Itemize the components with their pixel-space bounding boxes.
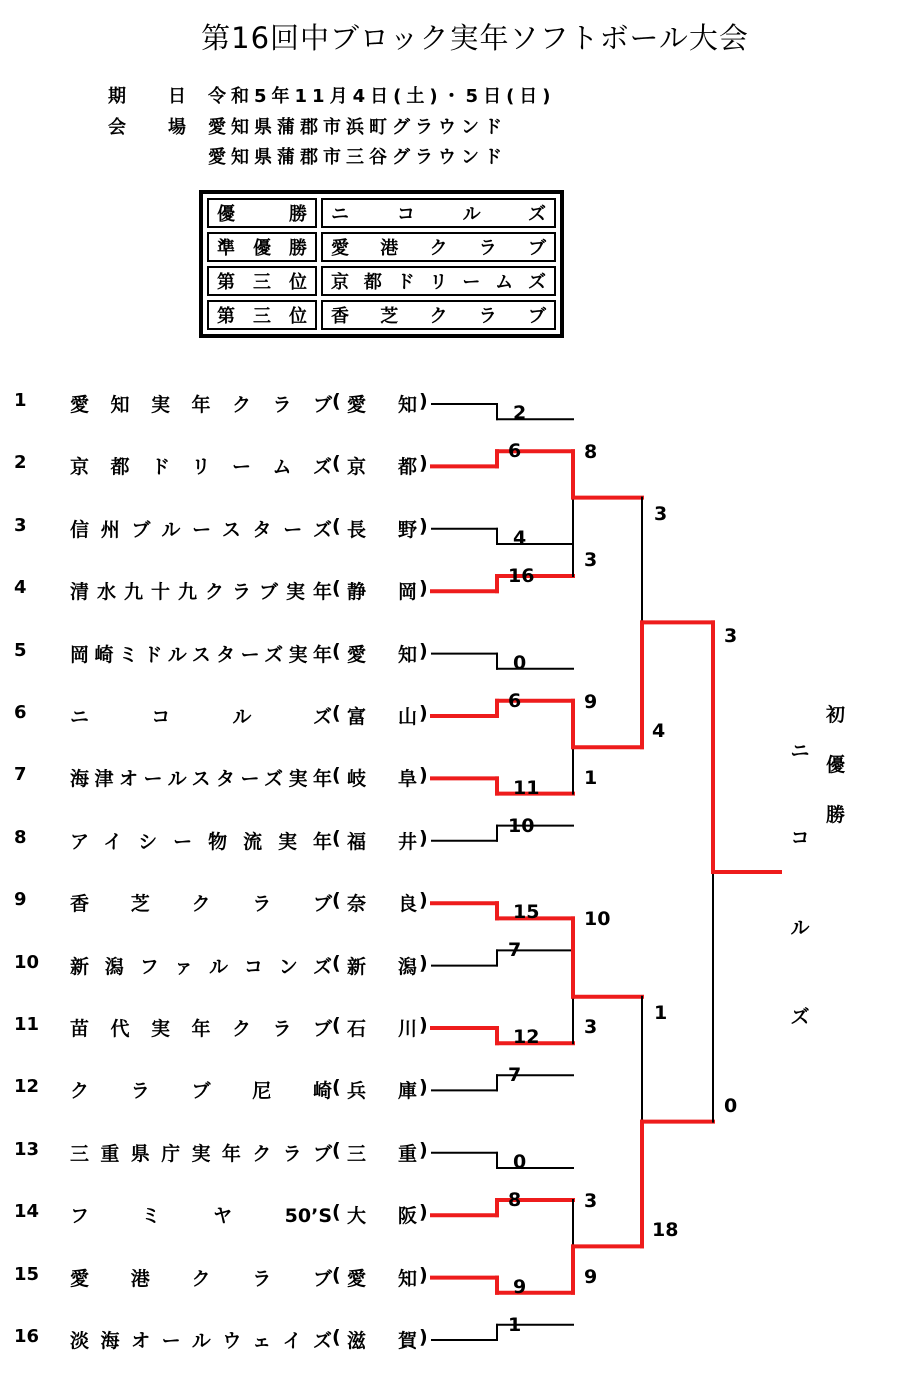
close-paren: )	[419, 826, 428, 849]
team-name: 淡海オールウェイズ	[70, 1330, 332, 1352]
team-prefecture: 愛知	[347, 643, 417, 666]
score: 3	[584, 1190, 598, 1212]
team-name: ニコルズ	[70, 706, 332, 728]
close-paren: )	[419, 1076, 428, 1099]
close-paren: )	[419, 1201, 428, 1224]
date-value: 令和5年11月4日(土)・5日(日)	[208, 86, 556, 107]
score: 3	[724, 625, 738, 648]
close-paren: )	[419, 577, 428, 600]
team-name: 苗代実年クラブ	[70, 1018, 332, 1040]
score: 12	[513, 1026, 540, 1049]
team-number: 8	[14, 826, 27, 848]
team-prefecture: 長野	[347, 518, 417, 541]
score: 0	[513, 651, 527, 674]
score: 18	[652, 1219, 679, 1242]
venue-2: 愛知県蒲郡市三谷グラウンド	[208, 147, 507, 168]
team-prefecture: 岐阜	[347, 768, 417, 791]
score: 15	[513, 901, 540, 924]
date-label-2: 日	[168, 86, 186, 107]
team-name: 海津オールスターズ実年	[70, 768, 332, 791]
open-paren: (	[332, 1263, 341, 1286]
team-number: 16	[14, 1326, 40, 1347]
result-rank: 優勝	[207, 198, 317, 228]
close-paren: )	[419, 702, 428, 724]
score: 10	[584, 908, 611, 931]
score: 7	[508, 939, 522, 962]
team-name: 清水九十九クラブ実年	[70, 581, 332, 604]
score: 9	[513, 1275, 527, 1298]
team-name: 香芝クラブ	[70, 893, 332, 916]
team-name: フミヤ50’S	[70, 1205, 332, 1228]
score: 6	[508, 440, 522, 463]
team-prefecture: 兵庫	[347, 1080, 417, 1103]
team-prefecture: 愛知	[347, 1267, 417, 1290]
score: 1	[654, 1001, 668, 1024]
open-paren: (	[332, 390, 341, 412]
score: 1	[508, 1313, 522, 1336]
open-paren: (	[332, 1138, 341, 1161]
open-paren: (	[332, 639, 341, 662]
champion-name-char: ニ	[790, 740, 810, 762]
team-number: 6	[14, 702, 27, 723]
close-paren: )	[419, 889, 428, 912]
open-paren: (	[332, 702, 341, 724]
result-team: 愛港クラブ	[321, 232, 556, 262]
score: 0	[724, 1094, 738, 1117]
team-prefecture: 新潟	[347, 955, 417, 978]
open-paren: (	[332, 1201, 341, 1224]
open-paren: (	[332, 826, 341, 849]
result-team: 京都ドリームズ	[321, 266, 556, 296]
open-paren: (	[332, 764, 341, 787]
team-number: 13	[14, 1138, 40, 1160]
score: 3	[654, 502, 668, 525]
close-paren: )	[419, 1326, 428, 1348]
score: 11	[513, 776, 540, 799]
champion-name-char: ズ	[790, 1006, 810, 1028]
team-name: 信州ブルースターズ	[70, 518, 332, 541]
open-paren: (	[332, 452, 341, 475]
score: 10	[508, 814, 535, 837]
team-number: 14	[14, 1201, 40, 1223]
open-paren: (	[332, 889, 341, 912]
team-prefecture: 愛知	[347, 394, 417, 416]
champion-name-char: ル	[790, 917, 810, 939]
score: 2	[513, 402, 527, 425]
team-prefecture: 奈良	[347, 893, 417, 916]
result-rank: 第三位	[207, 266, 317, 296]
score: 3	[584, 549, 598, 571]
champion-label-char: 勝	[826, 804, 846, 826]
team-name: クラブ尼崎	[70, 1080, 332, 1103]
team-number: 12	[14, 1076, 40, 1098]
team-prefecture: 大阪	[347, 1205, 417, 1228]
team-prefecture: 京都	[347, 456, 417, 479]
score: 8	[584, 441, 598, 464]
score: 0	[513, 1151, 527, 1173]
team-number: 5	[14, 639, 27, 661]
page-title: 第16回中ブロック実年ソフトボール大会	[201, 21, 749, 55]
close-paren: )	[419, 390, 428, 412]
venue-label-2: 場	[168, 117, 186, 138]
champion-label	[826, 700, 850, 850]
team-name: 新潟ファルコンズ	[70, 955, 332, 978]
team-name: 愛港クラブ	[70, 1267, 332, 1290]
team-number: 3	[14, 514, 27, 536]
score: 8	[508, 1189, 522, 1211]
result-rank: 準優勝	[207, 232, 317, 262]
team-prefecture: 静岡	[347, 581, 417, 604]
score: 6	[508, 689, 522, 712]
team-number: 10	[14, 951, 40, 973]
open-paren: (	[332, 1076, 341, 1099]
team-number: 2	[14, 452, 27, 474]
champion-label-char: 初	[826, 704, 846, 726]
team-number: 1	[14, 390, 27, 411]
result-rank: 第三位	[207, 300, 317, 330]
close-paren: )	[419, 452, 428, 475]
team-number: 15	[14, 1263, 40, 1285]
score: 3	[584, 1016, 598, 1039]
result-team: 香芝クラブ	[321, 300, 556, 330]
close-paren: )	[419, 1263, 428, 1286]
score: 16	[508, 565, 535, 587]
champion-name-char: コ	[790, 827, 810, 849]
venue-label-1: 会	[108, 117, 126, 138]
team-name: 京都ドリームズ	[70, 456, 332, 479]
open-paren: (	[332, 951, 341, 974]
team-prefecture: 滋賀	[347, 1330, 417, 1352]
score: 4	[652, 720, 666, 743]
venue-1: 愛知県蒲郡市浜町グラウンド	[208, 117, 507, 138]
team-name: 愛知実年クラブ	[70, 394, 332, 416]
team-name: 三重県庁実年クラブ	[70, 1142, 332, 1165]
team-number: 9	[14, 889, 27, 911]
champion-label-char: 優	[826, 754, 846, 776]
team-number: 11	[14, 1014, 40, 1035]
team-prefecture: 三重	[347, 1142, 417, 1165]
team-prefecture: 富山	[347, 706, 417, 728]
score: 1	[584, 766, 598, 789]
team-prefecture: 福井	[347, 830, 417, 853]
close-paren: )	[419, 1014, 428, 1036]
open-paren: (	[332, 1326, 341, 1348]
close-paren: )	[419, 514, 428, 537]
team-name: 岡崎ミドルスターズ実年	[70, 643, 332, 666]
close-paren: )	[419, 764, 428, 787]
score: 4	[513, 527, 527, 549]
score: 7	[508, 1064, 522, 1087]
team-number: 4	[14, 577, 27, 599]
result-team: ニコルズ	[321, 198, 556, 228]
close-paren: )	[419, 639, 428, 662]
date-label-1: 期	[108, 86, 126, 107]
close-paren: )	[419, 951, 428, 974]
team-name: アイシー物流実年	[70, 830, 332, 853]
open-paren: (	[332, 1014, 341, 1036]
score: 9	[584, 1265, 598, 1288]
close-paren: )	[419, 1138, 428, 1161]
team-number: 7	[14, 764, 27, 786]
open-paren: (	[332, 577, 341, 600]
open-paren: (	[332, 514, 341, 537]
score: 9	[584, 690, 598, 713]
team-prefecture: 石川	[347, 1018, 417, 1040]
